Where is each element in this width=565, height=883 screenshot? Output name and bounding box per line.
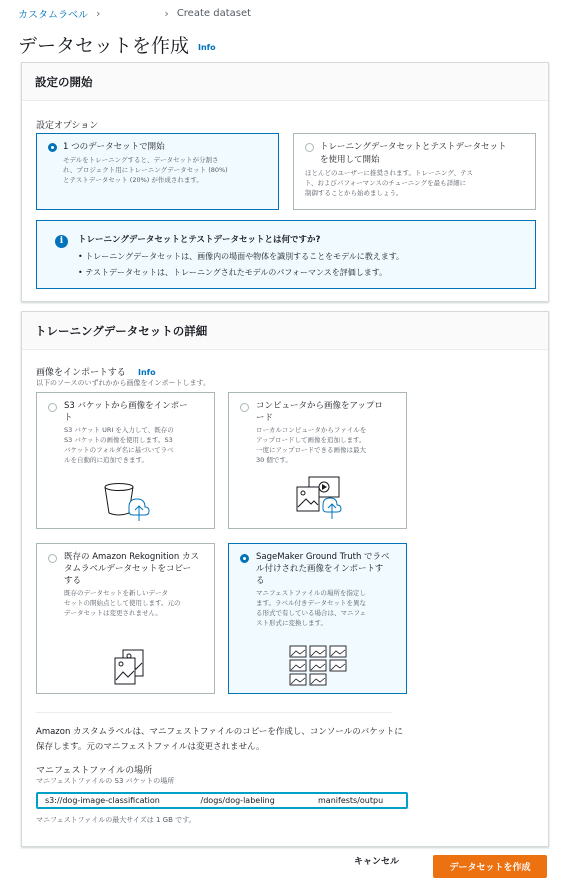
setup-options-label: 設定オプション xyxy=(36,121,99,131)
source-upload-desc-1: ローカルコンピュータからファイルを xyxy=(256,426,367,434)
setup-panel xyxy=(21,62,549,302)
option-separate-desc-3: 制御することから始めましょう。 xyxy=(305,189,403,197)
source-upload-title-2: ード xyxy=(256,413,274,423)
source-rekognition-title-3: する xyxy=(64,576,82,586)
source-s3-desc-1: S3 バケット URI を入力して、既存の xyxy=(64,426,174,434)
option-single-radio[interactable] xyxy=(48,143,57,152)
breadcrumb xyxy=(18,6,251,21)
chevron-right-icon: › xyxy=(164,7,169,20)
manifest-location-desc: マニフェストファイルの S3 バケットの場所 xyxy=(36,777,175,785)
source-upload-desc-2: アップロードして画像を追加します。 xyxy=(256,436,366,444)
source-upload-desc-4: 30 個です。 xyxy=(256,456,292,464)
setup-panel-header: 設定の開始 xyxy=(22,63,548,101)
option-single-desc-2: れ、プロジェクト用にトレーニングデータセット (80%) xyxy=(63,166,228,174)
training-details-header: トレーニングデータセットの詳細 xyxy=(22,312,548,350)
import-images-label: 画像をインポートする xyxy=(36,368,126,378)
page-title: データセットを作成 xyxy=(18,35,190,57)
alert-title: トレーニングデータセットとテストデータセットとは何ですか? xyxy=(78,235,321,245)
source-rekognition-copy[interactable] xyxy=(36,543,215,694)
option-separate-title-2: を使用して開始 xyxy=(320,155,380,165)
option-single-desc-1: モデルをトレーニングすると、データセットが分割さ xyxy=(63,156,219,164)
option-separate-title-1: トレーニングデータセットとテストデータセット xyxy=(320,142,507,152)
source-ground-truth-desc-2: ます。ラベル付きデータセットを異な xyxy=(256,599,366,607)
option-single-dataset[interactable] xyxy=(36,133,279,210)
section-divider xyxy=(36,712,392,713)
source-s3-desc-4: ルを自動的に追加できます。 xyxy=(64,456,148,464)
copy-note-line-2: 保存します。元のマニフェストファイルは変更されません。 xyxy=(36,742,265,752)
option-separate-desc-1: ほとんどのユーザーに推奨されます。トレーニング、テス xyxy=(305,169,473,177)
option-separate-radio[interactable] xyxy=(305,143,314,152)
chevron-right-icon: › xyxy=(96,7,101,20)
source-rekognition-desc-2: セットの開始点として使用します。元の xyxy=(64,599,181,607)
source-s3-radio[interactable] xyxy=(48,403,57,412)
create-dataset-button[interactable]: データセットを作成 xyxy=(433,855,547,878)
source-rekognition-radio[interactable] xyxy=(48,554,57,563)
info-alert xyxy=(36,220,536,289)
source-rekognition-desc-1: 既存のデータセットを新しいデータ xyxy=(64,589,168,597)
source-ground-truth-desc-4: スト形式に変換します。 xyxy=(256,619,327,627)
labeled-images-icon xyxy=(290,646,348,686)
import-images-desc: 以下のソースのいずれかから画像をインポートします。 xyxy=(36,379,210,387)
title-info-link[interactable]: Info xyxy=(198,43,216,52)
cancel-button[interactable]: キャンセル xyxy=(354,856,400,866)
alert-item-1: • トレーニングデータセットは、画像内の場面や物体を識別することをモデルに教えます。 xyxy=(78,252,405,261)
source-s3-desc-3: バケットのフォルダ名に基づいてラベ xyxy=(64,446,174,454)
bucket-upload-icon xyxy=(99,481,159,525)
info-circle-icon: i xyxy=(55,235,68,248)
source-s3-desc-2: S3 バケットの画像を使用します。S3 xyxy=(64,436,173,444)
option-single-title: 1 つのデータセットで開始 xyxy=(63,142,165,152)
option-single-desc-3: とテストデータセット (20%) が作成されます。 xyxy=(63,176,203,184)
source-ground-truth-title-3: る xyxy=(256,576,265,586)
source-computer-upload[interactable] xyxy=(228,392,407,529)
source-s3-title-1: S3 バケットから画像をインポー xyxy=(64,401,188,411)
source-rekognition-desc-3: データセットは変更されません。 xyxy=(64,609,162,617)
breadcrumb-current: Create dataset xyxy=(176,8,252,19)
manifest-location-label: マニフェストファイルの場所 xyxy=(36,766,153,776)
alert-item-2: • テストデータセットは、トレーニングされたモデルのパフォーマンスを評価します。 xyxy=(78,268,388,277)
source-rekognition-title-2: タムラベルデータセットをコピー xyxy=(64,564,192,574)
manifest-size-constraint: マニフェストファイルの最大サイズは 1 GB です。 xyxy=(36,816,196,824)
computer-upload-icon xyxy=(297,477,357,525)
source-upload-desc-3: 一度にアップロードできる画像は最大 xyxy=(256,446,367,454)
option-separate-datasets[interactable] xyxy=(293,133,536,210)
import-info-link[interactable]: Info xyxy=(138,368,156,377)
source-upload-radio[interactable] xyxy=(240,403,249,412)
source-ground-truth-radio[interactable] xyxy=(240,554,249,563)
source-upload-title-1: コンピュータから画像をアップロ xyxy=(256,401,383,411)
source-ground-truth-desc-1: マニフェストファイルの場所を指定し xyxy=(256,589,366,597)
source-ground-truth-desc-3: る形式で有している場合は、マニフェ xyxy=(256,609,367,617)
training-details-panel xyxy=(21,311,549,847)
source-ground-truth-title-1: SageMaker Ground Truth でラベ xyxy=(256,552,390,562)
source-s3-title-2: ト xyxy=(64,413,73,423)
source-ground-truth-title-2: ル付けされた画像をインポートす xyxy=(256,564,384,574)
manifest-location-input[interactable] xyxy=(36,792,408,809)
source-rekognition-title-1: 既存の Amazon Rekognition カス xyxy=(64,552,199,562)
source-ground-truth[interactable] xyxy=(228,543,407,694)
copy-dataset-icon xyxy=(113,650,147,686)
source-s3-bucket[interactable] xyxy=(36,392,215,529)
copy-note-line-1: Amazon カスタムラベルは、マニフェストファイルのコピーを作成し、コンソールのバケットに xyxy=(36,727,403,737)
option-separate-desc-2: ト、およびパフォーマンスのチューニングを最も詳細に xyxy=(305,179,467,187)
breadcrumb-root-link[interactable]: カスタムラベル xyxy=(18,10,88,21)
